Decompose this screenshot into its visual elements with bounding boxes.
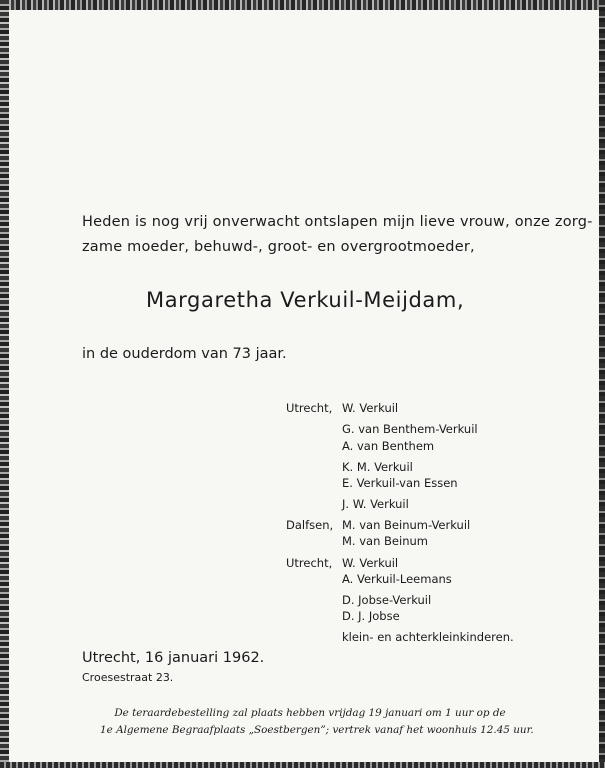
mourner-name: G. van Benthem-Verkuil [342,422,478,436]
mourners-closing: klein- en achterkleinkinderen. [342,630,514,644]
intro-line-1: Heden is nog vrij onverwacht ontslapen mijn lieve vrouw, onze zorg- [82,214,593,230]
funeral-notice [100,705,534,739]
mourner-name: K. M. Verkuil [342,460,413,474]
funeral-line-2: 1e Algemene Begraafplaats „Soestbergen”; vertrek vanaf het woonhuis 12.45 uur. [100,724,534,736]
mourner-name: A. van Benthem [342,439,435,453]
mourner-place: Dalfsen, [286,518,334,532]
mourner-name: A. Verkuil-Leemans [342,572,452,586]
funeral-line-1: De teraardebestelling zal plaats hebben vrijdag 19 januari om 1 uur op de [114,707,506,719]
mourner-name: D. Jobse-Verkuil [342,593,432,607]
mourner-name: D. J. Jobse [342,609,400,623]
mourner-name: M. van Beinum [342,534,428,548]
mourner-name: M. van Beinum-Verkuil [342,518,471,532]
mourner-name: W. Verkuil [342,556,399,570]
mourner-place: Utrecht, [286,401,333,415]
address: Croesestraat 23. [82,671,174,684]
age-line: in de ouderdom van 73 jaar. [82,346,287,362]
deceased-name: Margaretha Verkuil-Meijdam, [146,288,465,312]
mourner-name: J. W. Verkuil [342,497,409,511]
mourner-name: W. Verkuil [342,401,399,415]
mourner-place: Utrecht, [286,556,333,570]
city-date: Utrecht, 16 januari 1962. [82,650,265,666]
intro-line-2: zame moeder, behuwd-, groot- en overgrootmoeder, [82,239,475,255]
mourner-name: E. Verkuil-van Essen [342,476,458,490]
